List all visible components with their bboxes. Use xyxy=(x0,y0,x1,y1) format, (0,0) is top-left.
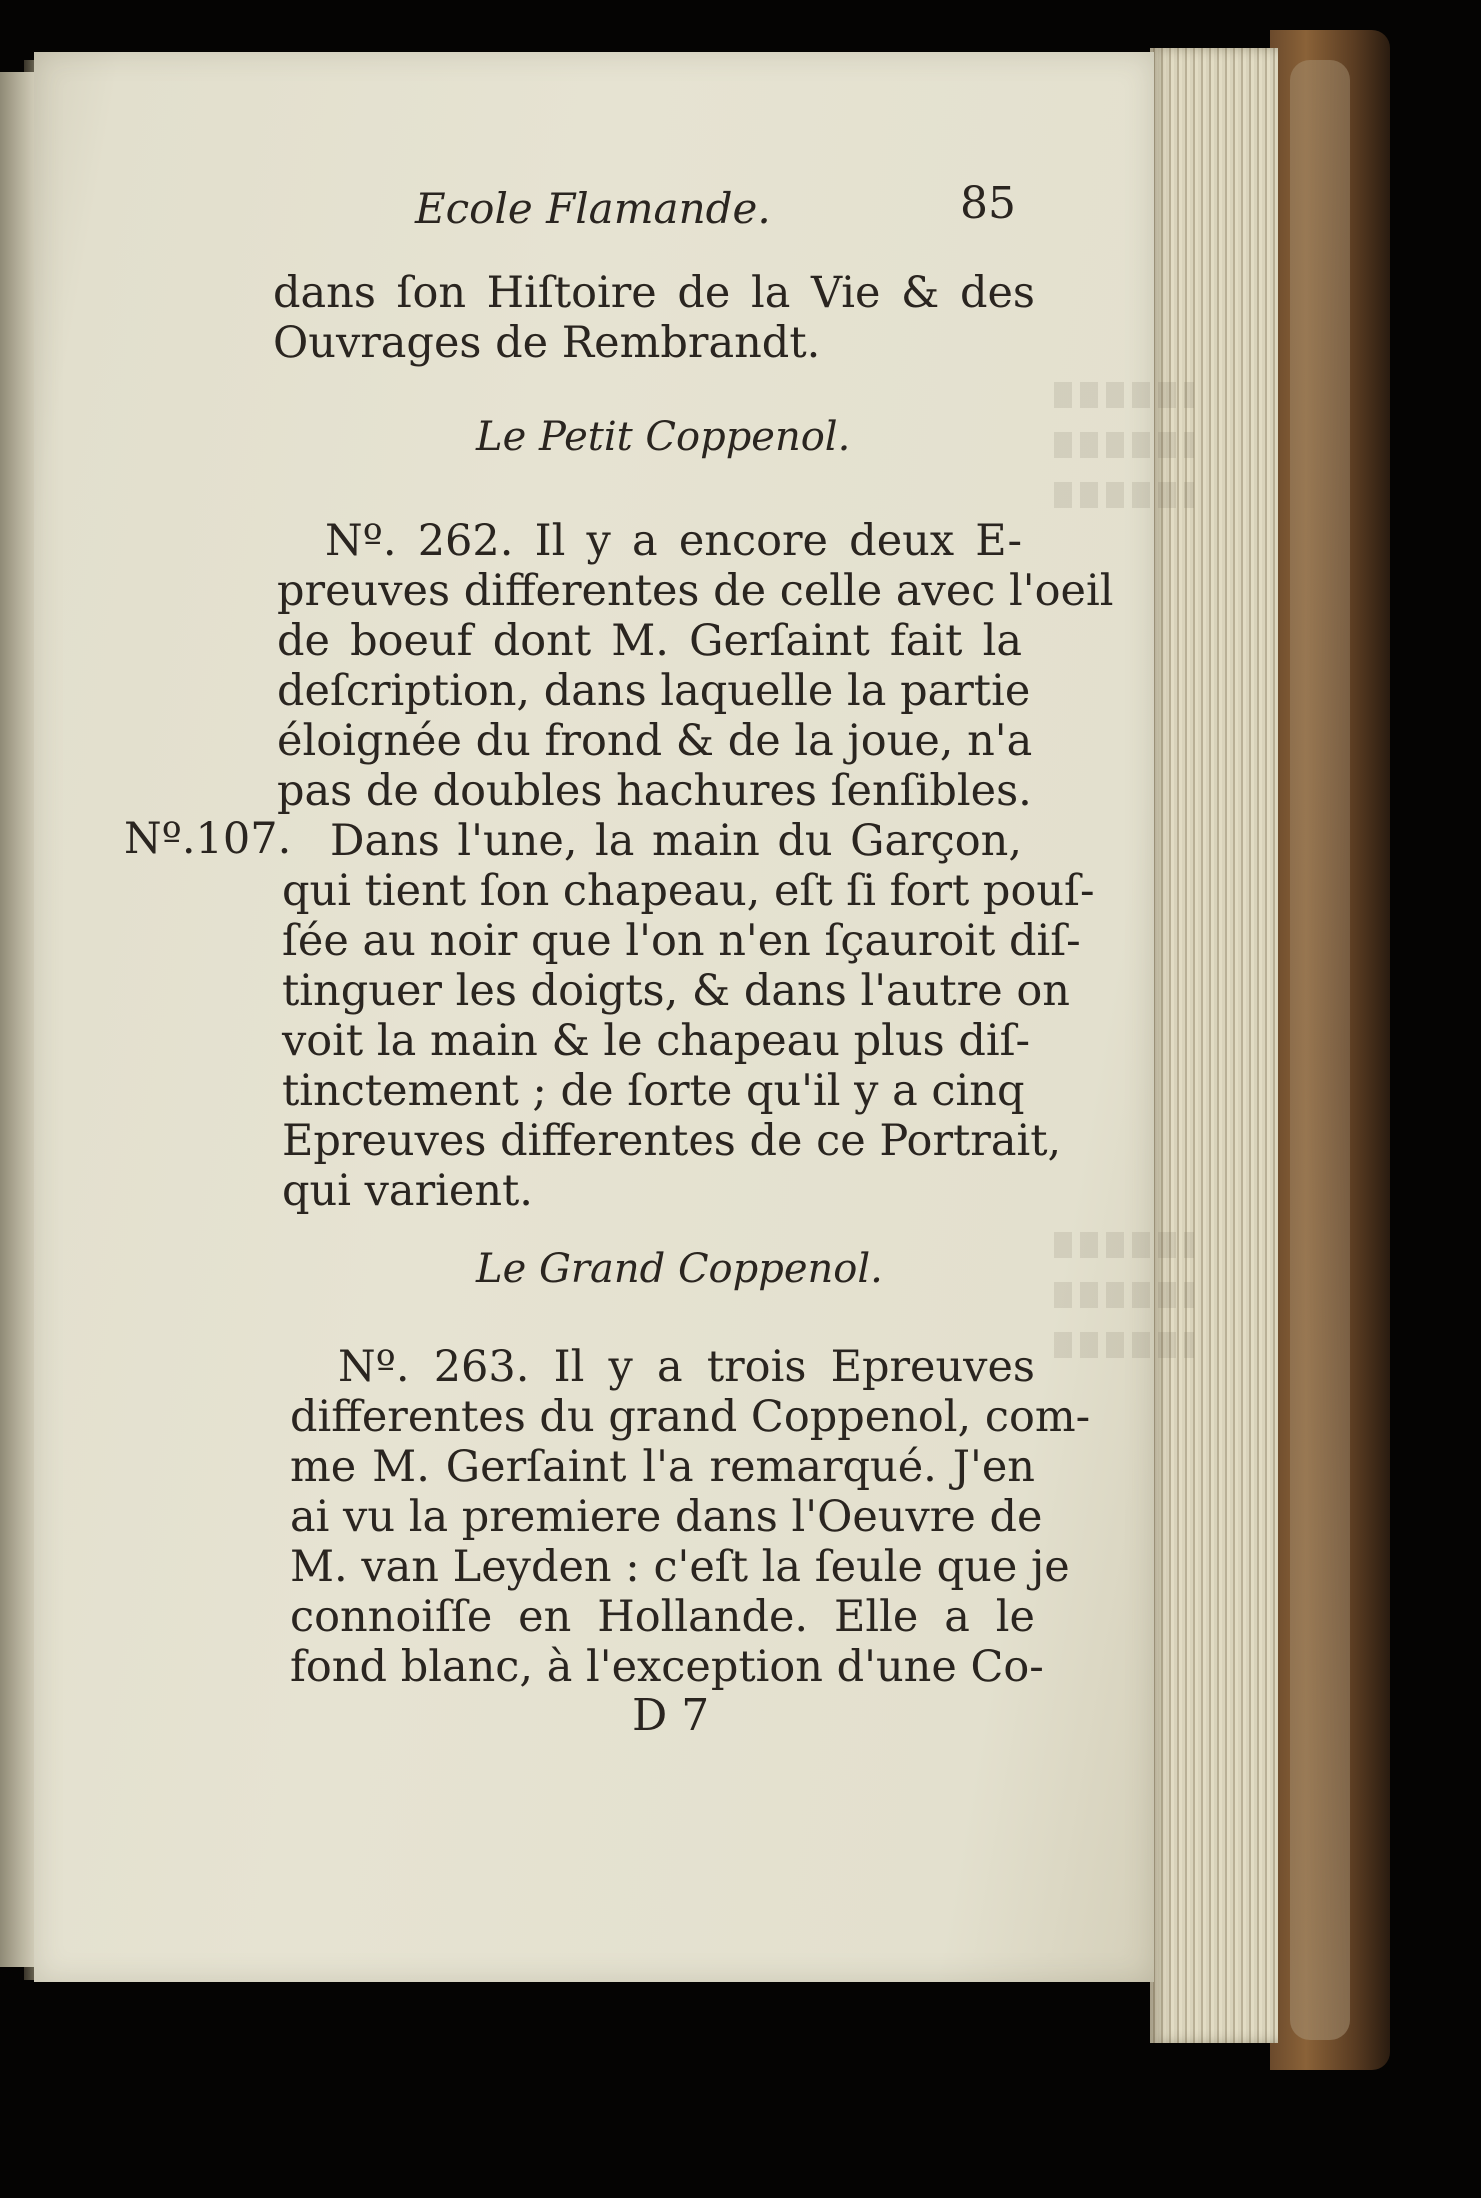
text-line: deſcription, dans laquelle la partie xyxy=(277,666,1031,716)
page-number: 85 xyxy=(960,178,1016,229)
text-line: de boeuf dont M. Gerſaint fait la xyxy=(277,616,1022,666)
text-line: connoiſſe en Hollande. Elle a le xyxy=(290,1592,1035,1642)
section-heading-grand-coppenol: Le Grand Coppenol. xyxy=(476,1246,883,1292)
text-line: qui varient. xyxy=(282,1166,533,1216)
page-edges xyxy=(1150,48,1278,2043)
text-line: fond blanc, à l'exception d'une Co- xyxy=(290,1642,1044,1692)
bleed-through-text xyxy=(1054,1282,1194,1308)
text-line: M. van Leyden : c'eſt la ſeule que je xyxy=(290,1542,1070,1592)
text-line: Dans l'une, la main du Garçon, xyxy=(330,816,1022,866)
continuation-paragraph xyxy=(273,268,1035,368)
bleed-through-text xyxy=(1054,1232,1194,1258)
text-line: dans ſon Hiſtoire de la Vie & des xyxy=(273,268,1035,318)
bleed-through-text xyxy=(1054,382,1194,408)
margin-reference: Nº.107. xyxy=(124,814,292,864)
bleed-through-text xyxy=(1054,1332,1194,1358)
section-heading-petit-coppenol: Le Petit Coppenol. xyxy=(476,414,851,460)
text-line: Epreuves differentes de ce Portrait, xyxy=(282,1116,1062,1166)
previous-page-edge xyxy=(0,72,34,1967)
running-title: Ecole Flamande. xyxy=(415,184,771,233)
bleed-through-text xyxy=(1054,482,1194,508)
text-line: pas de doubles hachures ſenſibles. xyxy=(277,766,1032,816)
signature-mark: D 7 xyxy=(632,1690,710,1741)
paragraph-262 xyxy=(277,516,1114,816)
text-line: qui tient ſon chapeau, eſt ſi fort pouſ- xyxy=(282,866,1095,916)
cover-highlight xyxy=(1290,60,1350,2040)
text-line: tinctement ; de ſorte qu'il y a cinq xyxy=(282,1066,1025,1116)
text-line: preuves differentes de celle avec l'oeil xyxy=(277,566,1114,616)
text-line: Nº. 263. Il y a trois Epreuves xyxy=(338,1342,1035,1392)
text-line: Nº. 262. Il y a encore deux E- xyxy=(325,516,1022,566)
bleed-through-text xyxy=(1054,432,1194,458)
text-line: éloignée du frond & de la joue, n'a xyxy=(277,716,1033,766)
text-line: ai vu la premiere dans l'Oeuvre de xyxy=(290,1492,1043,1542)
paragraph-263 xyxy=(290,1342,1091,1692)
text-line: differentes du grand Coppenol, com- xyxy=(290,1392,1091,1442)
text-line: me M. Gerſaint l'a remarqué. J'en xyxy=(290,1442,1035,1492)
paragraph-107 xyxy=(282,816,1095,1216)
text-line: ſée au noir que l'on n'en ſçauroit diſ- xyxy=(282,916,1081,966)
text-line: Ouvrages de Rembrandt. xyxy=(273,318,821,368)
text-line: tinguer les doigts, & dans l'autre on xyxy=(282,966,1070,1016)
text-line: voit la main & le chapeau plus diſ- xyxy=(282,1016,1031,1066)
